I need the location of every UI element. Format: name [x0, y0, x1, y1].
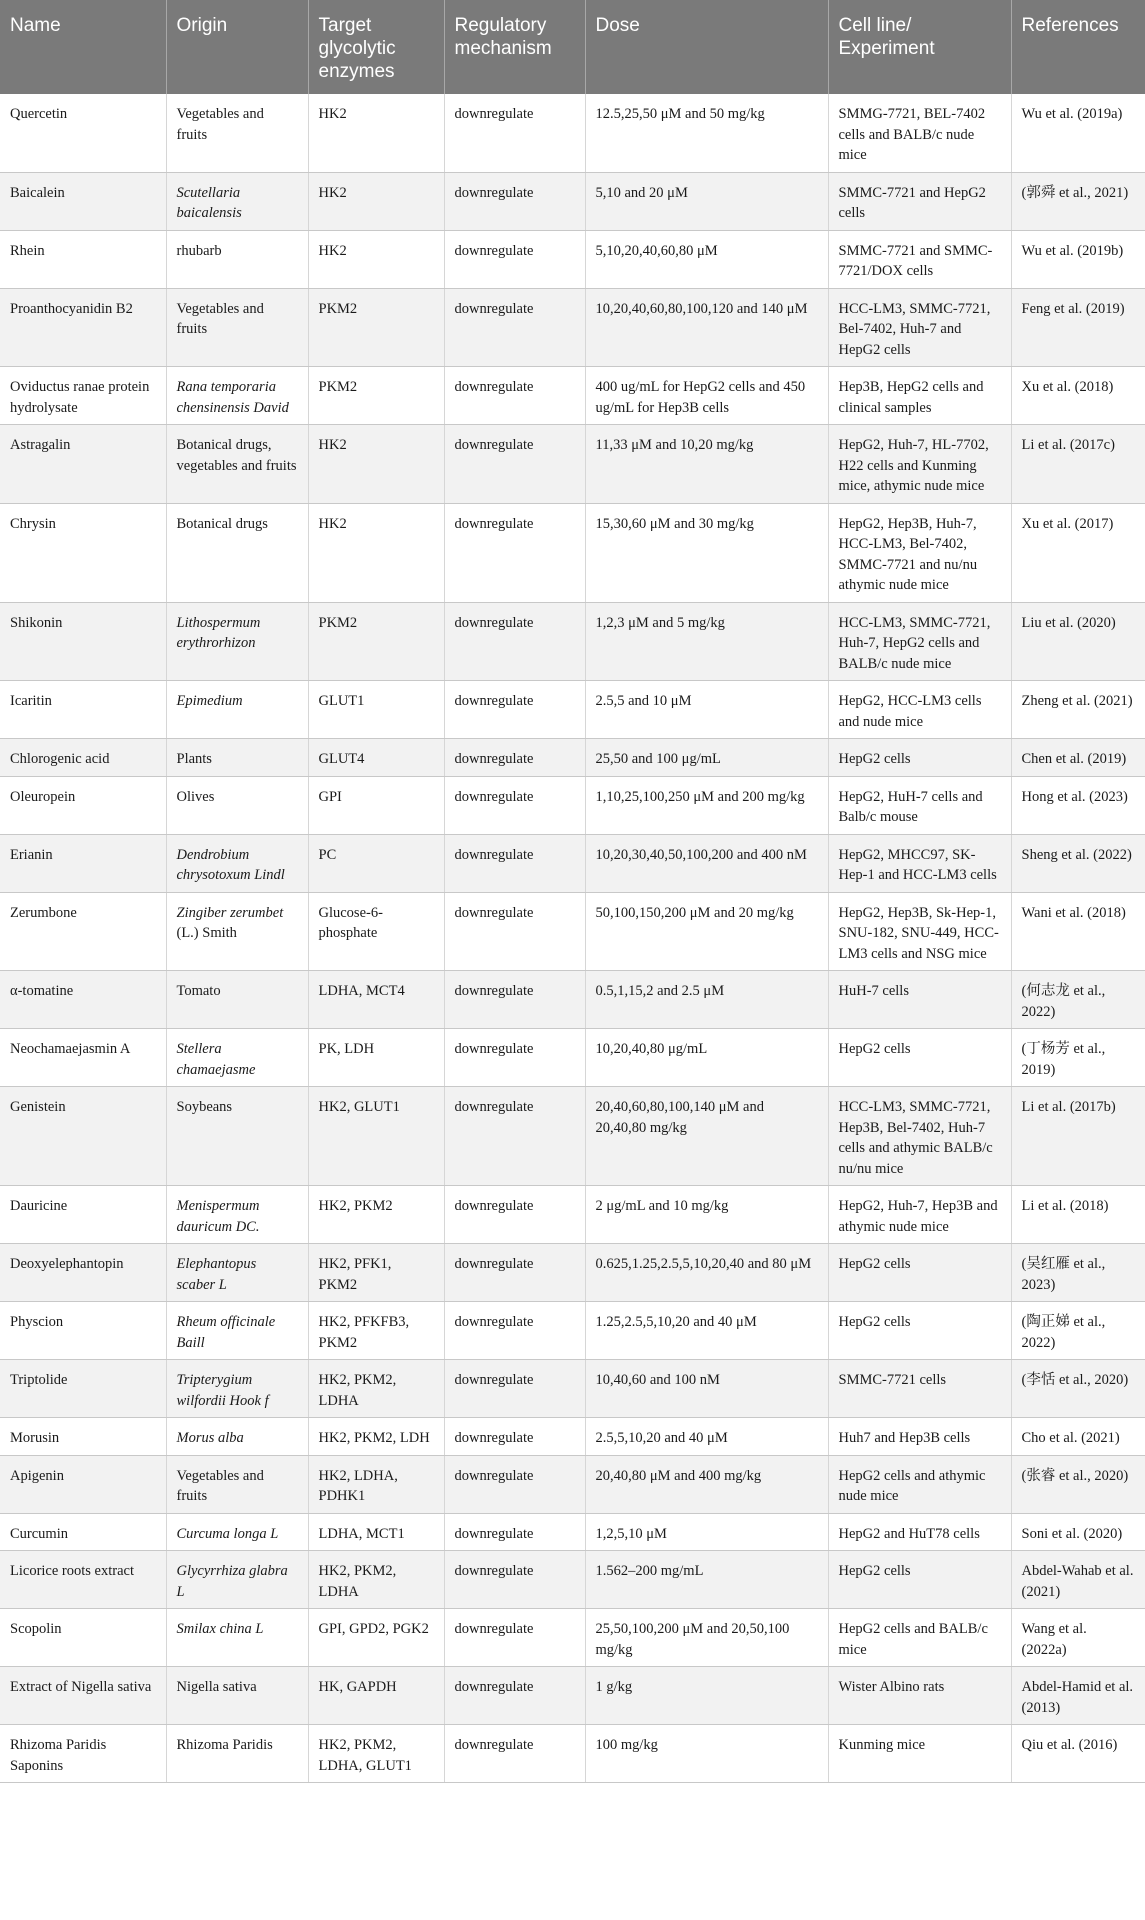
cell-target: HK2, PFKFB3, PKM2 — [308, 1302, 444, 1360]
cell-name: Genistein — [0, 1087, 166, 1186]
cell-target: HK2 — [308, 503, 444, 602]
cell-cell-line: HCC-LM3, SMMC-7721, Bel-7402, Huh-7 and HepG2 cells — [828, 288, 1011, 367]
cell-origin: Menispermum dauricum DC. — [166, 1186, 308, 1244]
cell-origin: Rana temporaria chensinensis David — [166, 367, 308, 425]
table-row — [0, 681, 1145, 739]
cell-origin: rhubarb — [166, 230, 308, 288]
cell-name: Dauricine — [0, 1186, 166, 1244]
cell-origin: Rheum officinale Baill — [166, 1302, 308, 1360]
cell-name: Curcumin — [0, 1513, 166, 1551]
cell-name: Deoxyelephantopin — [0, 1244, 166, 1302]
cell-name: Zerumbone — [0, 892, 166, 971]
cell-name: α-tomatine — [0, 971, 166, 1029]
cell-reference: Wu et al. (2019a) — [1011, 94, 1145, 172]
table-row — [0, 1029, 1145, 1087]
cell-target: LDHA, MCT1 — [308, 1513, 444, 1551]
table-row — [0, 1725, 1145, 1783]
cell-dose: 10,40,60 and 100 nM — [585, 1360, 828, 1418]
cell-target: Glucose-6-phosphate — [308, 892, 444, 971]
cell-reference: Cho et al. (2021) — [1011, 1418, 1145, 1456]
table-row — [0, 1609, 1145, 1667]
cell-name: Physcion — [0, 1302, 166, 1360]
cell-origin: Morus alba — [166, 1418, 308, 1456]
cell-reference: (何志龙 et al., 2022) — [1011, 971, 1145, 1029]
table-row — [0, 1087, 1145, 1186]
cell-cell-line: HepG2, Huh-7, HL-7702, H22 cells and Kunming mice, athymic nude mice — [828, 425, 1011, 504]
cell-mechanism: downregulate — [444, 1725, 585, 1783]
cell-dose: 1,2,3 μM and 5 mg/kg — [585, 602, 828, 681]
cell-dose: 25,50,100,200 μM and 20,50,100 mg/kg — [585, 1609, 828, 1667]
cell-target: PC — [308, 834, 444, 892]
column-header-dose: Dose — [585, 0, 828, 94]
cell-cell-line: HepG2 cells — [828, 1551, 1011, 1609]
cell-reference: (丁杨芳 et al., 2019) — [1011, 1029, 1145, 1087]
cell-mechanism: downregulate — [444, 739, 585, 777]
cell-name: Oviductus ranae protein hydrolysate — [0, 367, 166, 425]
cell-reference: Zheng et al. (2021) — [1011, 681, 1145, 739]
cell-reference: (郭舜 et al., 2021) — [1011, 172, 1145, 230]
cell-cell-line: HepG2, HuH-7 cells and Balb/c mouse — [828, 776, 1011, 834]
cell-dose: 1,10,25,100,250 μM and 200 mg/kg — [585, 776, 828, 834]
cell-reference: Xu et al. (2017) — [1011, 503, 1145, 602]
cell-mechanism: downregulate — [444, 1609, 585, 1667]
cell-mechanism: downregulate — [444, 1667, 585, 1725]
cell-cell-line: HepG2 cells — [828, 739, 1011, 777]
cell-target: HK, GAPDH — [308, 1667, 444, 1725]
cell-target: HK2, PKM2, LDHA — [308, 1360, 444, 1418]
cell-mechanism: downregulate — [444, 1029, 585, 1087]
cell-reference: Soni et al. (2020) — [1011, 1513, 1145, 1551]
cell-cell-line: Hep3B, HepG2 cells and clinical samples — [828, 367, 1011, 425]
cell-cell-line: HepG2 cells and athymic nude mice — [828, 1455, 1011, 1513]
cell-name: Shikonin — [0, 602, 166, 681]
cell-dose: 0.625,1.25,2.5,5,10,20,40 and 80 μM — [585, 1244, 828, 1302]
cell-target: HK2, PKM2, LDH — [308, 1418, 444, 1456]
cell-cell-line: HepG2 cells — [828, 1302, 1011, 1360]
cell-dose: 10,20,40,60,80,100,120 and 140 μM — [585, 288, 828, 367]
cell-name: Chrysin — [0, 503, 166, 602]
cell-origin: Botanical drugs, vegetables and fruits — [166, 425, 308, 504]
cell-name: Licorice roots extract — [0, 1551, 166, 1609]
cell-mechanism: downregulate — [444, 1418, 585, 1456]
cell-mechanism: downregulate — [444, 172, 585, 230]
cell-origin: Soybeans — [166, 1087, 308, 1186]
cell-dose: 5,10,20,40,60,80 μM — [585, 230, 828, 288]
cell-mechanism: downregulate — [444, 1360, 585, 1418]
table-row — [0, 367, 1145, 425]
cell-dose: 11,33 μM and 10,20 mg/kg — [585, 425, 828, 504]
cell-reference: Li et al. (2017b) — [1011, 1087, 1145, 1186]
cell-reference: (张睿 et al., 2020) — [1011, 1455, 1145, 1513]
cell-name: Neochamaejasmin A — [0, 1029, 166, 1087]
cell-mechanism: downregulate — [444, 94, 585, 172]
cell-target: HK2, PFK1, PKM2 — [308, 1244, 444, 1302]
cell-dose: 5,10 and 20 μM — [585, 172, 828, 230]
table-body — [0, 94, 1145, 1783]
cell-origin: Glycyrrhiza glabra L — [166, 1551, 308, 1609]
cell-mechanism: downregulate — [444, 776, 585, 834]
cell-cell-line: HepG2 cells and BALB/c mice — [828, 1609, 1011, 1667]
cell-name: Rhein — [0, 230, 166, 288]
cell-reference: Wang et al. (2022a) — [1011, 1609, 1145, 1667]
cell-mechanism: downregulate — [444, 288, 585, 367]
table-row — [0, 776, 1145, 834]
cell-origin: Vegetables and fruits — [166, 94, 308, 172]
cell-cell-line: Wister Albino rats — [828, 1667, 1011, 1725]
cell-origin: Dendrobium chrysotoxum Lindl — [166, 834, 308, 892]
table-row — [0, 288, 1145, 367]
cell-origin: Elephantopus scaber L — [166, 1244, 308, 1302]
table-row — [0, 94, 1145, 172]
cell-cell-line: HepG2 cells — [828, 1244, 1011, 1302]
cell-target: GPI, GPD2, PGK2 — [308, 1609, 444, 1667]
cell-name: Quercetin — [0, 94, 166, 172]
cell-name: Chlorogenic acid — [0, 739, 166, 777]
table-row — [0, 1302, 1145, 1360]
cell-cell-line: HuH-7 cells — [828, 971, 1011, 1029]
column-header-references: References — [1011, 0, 1145, 94]
cell-cell-line: SMMC-7721 cells — [828, 1360, 1011, 1418]
cell-reference: Wani et al. (2018) — [1011, 892, 1145, 971]
cell-target: HK2 — [308, 425, 444, 504]
cell-reference: Qiu et al. (2016) — [1011, 1725, 1145, 1783]
cell-cell-line: HepG2 and HuT78 cells — [828, 1513, 1011, 1551]
cell-dose: 100 mg/kg — [585, 1725, 828, 1783]
cell-dose: 1.25,2.5,5,10,20 and 40 μM — [585, 1302, 828, 1360]
table-row — [0, 172, 1145, 230]
table-row — [0, 602, 1145, 681]
cell-name: Icaritin — [0, 681, 166, 739]
cell-reference: Xu et al. (2018) — [1011, 367, 1145, 425]
cell-target: HK2, PKM2, LDHA, GLUT1 — [308, 1725, 444, 1783]
cell-reference: Hong et al. (2023) — [1011, 776, 1145, 834]
cell-name: Rhizoma Paridis Saponins — [0, 1725, 166, 1783]
cell-origin: Vegetables and fruits — [166, 288, 308, 367]
cell-dose: 10,20,30,40,50,100,200 and 400 nM — [585, 834, 828, 892]
cell-mechanism: downregulate — [444, 425, 585, 504]
cell-target: PKM2 — [308, 288, 444, 367]
cell-name: Triptolide — [0, 1360, 166, 1418]
cell-reference: Li et al. (2017c) — [1011, 425, 1145, 504]
cell-dose: 12.5,25,50 μM and 50 mg/kg — [585, 94, 828, 172]
cell-target: PKM2 — [308, 602, 444, 681]
table-row — [0, 1244, 1145, 1302]
cell-cell-line: HCC-LM3, SMMC-7721, Huh-7, HepG2 cells and BALB/c nude mice — [828, 602, 1011, 681]
cell-dose: 1 g/kg — [585, 1667, 828, 1725]
cell-reference: Abdel-Hamid et al. (2013) — [1011, 1667, 1145, 1725]
cell-cell-line: HepG2, Huh-7, Hep3B and athymic nude mice — [828, 1186, 1011, 1244]
cell-mechanism: downregulate — [444, 1087, 585, 1186]
cell-origin: Olives — [166, 776, 308, 834]
cell-origin: Vegetables and fruits — [166, 1455, 308, 1513]
cell-cell-line: Huh7 and Hep3B cells — [828, 1418, 1011, 1456]
cell-mechanism: downregulate — [444, 1551, 585, 1609]
cell-dose: 20,40,60,80,100,140 μM and 20,40,80 mg/kg — [585, 1087, 828, 1186]
cell-dose: 25,50 and 100 μg/mL — [585, 739, 828, 777]
cell-mechanism: downregulate — [444, 892, 585, 971]
table-row — [0, 739, 1145, 777]
cell-cell-line: HepG2, Hep3B, Sk-Hep-1, SNU-182, SNU-449, HCC-LM3 cells and NSG mice — [828, 892, 1011, 971]
table-row — [0, 892, 1145, 971]
cell-origin: Tripterygium wilfordii Hook f — [166, 1360, 308, 1418]
table-row — [0, 1513, 1145, 1551]
cell-target: GLUT4 — [308, 739, 444, 777]
cell-cell-line: SMMG-7721, BEL-7402 cells and BALB/c nude mice — [828, 94, 1011, 172]
cell-mechanism: downregulate — [444, 971, 585, 1029]
cell-cell-line: HepG2, Hep3B, Huh-7, HCC-LM3, Bel-7402, SMMC-7721 and nu/nu athymic nude mice — [828, 503, 1011, 602]
cell-target: HK2 — [308, 94, 444, 172]
cell-target: GLUT1 — [308, 681, 444, 739]
cell-target: PK, LDH — [308, 1029, 444, 1087]
cell-origin: Nigella sativa — [166, 1667, 308, 1725]
cell-mechanism: downregulate — [444, 602, 585, 681]
cell-mechanism: downregulate — [444, 1455, 585, 1513]
cell-target: HK2, PKM2 — [308, 1186, 444, 1244]
cell-name: Astragalin — [0, 425, 166, 504]
cell-reference: Wu et al. (2019b) — [1011, 230, 1145, 288]
cell-origin: Botanical drugs — [166, 503, 308, 602]
table-row — [0, 1551, 1145, 1609]
column-header-target: Target glycolytic enzymes — [308, 0, 444, 94]
table-row — [0, 1360, 1145, 1418]
cell-name: Apigenin — [0, 1455, 166, 1513]
cell-reference: Sheng et al. (2022) — [1011, 834, 1145, 892]
cell-reference: Abdel-Wahab et al. (2021) — [1011, 1551, 1145, 1609]
cell-mechanism: downregulate — [444, 681, 585, 739]
cell-origin: Curcuma longa L — [166, 1513, 308, 1551]
cell-dose: 400 ug/mL for HepG2 cells and 450 ug/mL for Hep3B cells — [585, 367, 828, 425]
cell-mechanism: downregulate — [444, 230, 585, 288]
cell-name: Oleuropein — [0, 776, 166, 834]
cell-reference: Feng et al. (2019) — [1011, 288, 1145, 367]
cell-dose: 1,2,5,10 μM — [585, 1513, 828, 1551]
cell-target: HK2 — [308, 230, 444, 288]
cell-origin: Rhizoma Paridis — [166, 1725, 308, 1783]
cell-reference: (李恬 et al., 2020) — [1011, 1360, 1145, 1418]
cell-mechanism: downregulate — [444, 367, 585, 425]
cell-origin: Epimedium — [166, 681, 308, 739]
cell-dose: 20,40,80 μM and 400 mg/kg — [585, 1455, 828, 1513]
cell-cell-line: HepG2, MHCC97, SK-Hep-1 and HCC-LM3 cells — [828, 834, 1011, 892]
cell-origin: Stellera chamaejasme — [166, 1029, 308, 1087]
cell-target: HK2 — [308, 172, 444, 230]
table-row — [0, 1418, 1145, 1456]
cell-origin: Plants — [166, 739, 308, 777]
cell-target: HK2, GLUT1 — [308, 1087, 444, 1186]
cell-dose: 2 μg/mL and 10 mg/kg — [585, 1186, 828, 1244]
table-row — [0, 1186, 1145, 1244]
cell-name: Scopolin — [0, 1609, 166, 1667]
column-header-cell-line: Cell line/ Experiment — [828, 0, 1011, 94]
cell-target: HK2, PKM2, LDHA — [308, 1551, 444, 1609]
table-row — [0, 503, 1145, 602]
cell-cell-line: HepG2, HCC-LM3 cells and nude mice — [828, 681, 1011, 739]
cell-dose: 1.562–200 mg/mL — [585, 1551, 828, 1609]
cell-cell-line: SMMC-7721 and SMMC-7721/DOX cells — [828, 230, 1011, 288]
table-row — [0, 1455, 1145, 1513]
cell-dose: 50,100,150,200 μM and 20 mg/kg — [585, 892, 828, 971]
table-row — [0, 834, 1145, 892]
cell-reference: (陶正娣 et al., 2022) — [1011, 1302, 1145, 1360]
cell-origin: Lithospermum erythrorhizon — [166, 602, 308, 681]
cell-origin — [166, 892, 308, 971]
cell-mechanism: downregulate — [444, 1513, 585, 1551]
cell-mechanism: downregulate — [444, 1302, 585, 1360]
origin-rest-part: (L.) Smith — [176, 925, 237, 941]
cell-target: PKM2 — [308, 367, 444, 425]
table-row — [0, 1667, 1145, 1725]
cell-origin: Smilax china L — [166, 1609, 308, 1667]
cell-cell-line: Kunming mice — [828, 1725, 1011, 1783]
cell-name: Baicalein — [0, 172, 166, 230]
cell-dose: 15,30,60 μM and 30 mg/kg — [585, 503, 828, 602]
table-row — [0, 230, 1145, 288]
cell-target: HK2, LDHA, PDHK1 — [308, 1455, 444, 1513]
cell-reference: Li et al. (2018) — [1011, 1186, 1145, 1244]
cell-name: Morusin — [0, 1418, 166, 1456]
cell-origin: Tomato — [166, 971, 308, 1029]
cell-mechanism: downregulate — [444, 503, 585, 602]
origin-italic-part: Zingiber zerumbet — [176, 904, 284, 921]
table-row — [0, 971, 1145, 1029]
cell-mechanism: downregulate — [444, 1244, 585, 1302]
header-row — [0, 0, 1145, 94]
cell-dose: 2.5,5,10,20 and 40 μM — [585, 1418, 828, 1456]
table-row — [0, 425, 1145, 504]
cell-origin: Scutellaria baicalensis — [166, 172, 308, 230]
cell-target: GPI — [308, 776, 444, 834]
cell-cell-line: HepG2 cells — [828, 1029, 1011, 1087]
cell-reference: Liu et al. (2020) — [1011, 602, 1145, 681]
cell-mechanism: downregulate — [444, 834, 585, 892]
column-header-origin: Origin — [166, 0, 308, 94]
cell-name: Erianin — [0, 834, 166, 892]
cell-dose: 2.5,5 and 10 μM — [585, 681, 828, 739]
cell-reference: (吴红雁 et al., 2023) — [1011, 1244, 1145, 1302]
cell-mechanism: downregulate — [444, 1186, 585, 1244]
column-header-name: Name — [0, 0, 166, 94]
cell-reference: Chen et al. (2019) — [1011, 739, 1145, 777]
cell-cell-line: HCC-LM3, SMMC-7721, Hep3B, Bel-7402, Huh-7 cells and athymic BALB/c nu/nu mice — [828, 1087, 1011, 1186]
column-header-mechanism: Regulatory mechanism — [444, 0, 585, 94]
cell-name: Extract of Nigella sativa — [0, 1667, 166, 1725]
cell-name: Proanthocyanidin B2 — [0, 288, 166, 367]
cell-dose: 10,20,40,80 μg/mL — [585, 1029, 828, 1087]
cell-target: LDHA, MCT4 — [308, 971, 444, 1029]
cell-dose: 0.5,1,15,2 and 2.5 μM — [585, 971, 828, 1029]
cell-cell-line: SMMC-7721 and HepG2 cells — [828, 172, 1011, 230]
